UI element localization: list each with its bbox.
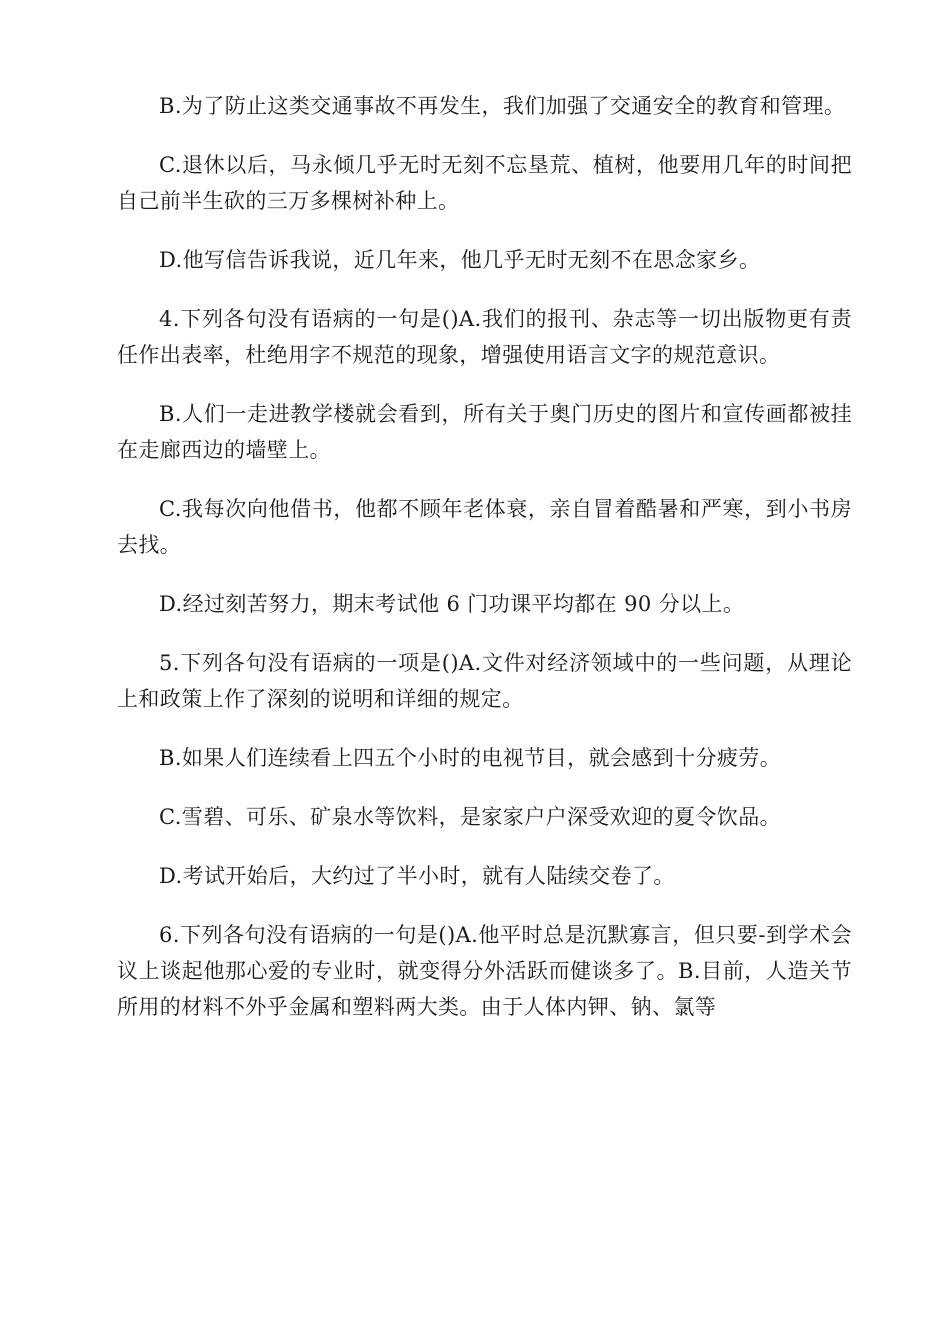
paragraph-q4-option-d: D.经过刻苦努力，期末考试他 6 门功课平均都在 90 分以上。 <box>159 592 745 616</box>
paragraph-q5-option-c: C.雪碧、可乐、矿泉水等饮料，是家家户户深受欢迎的夏令饮品。 <box>159 805 781 829</box>
paragraph-question-5: 5.下列各句没有语病的一项是()A.文件对经济领域中的一些问题，从理论上和政策上作了深刻的说明和详细的规定。 <box>117 651 852 711</box>
paragraph-option-c-tree-planting: C.退休以后，马永倾几乎无时无刻不忘垦荒、植树，他要用几年的时间把自己前半生砍的三万多棵树补种上。 <box>117 153 852 213</box>
paragraph-q5-option-d: D.考试开始后，大约过了半小时，就有人陆续交卷了。 <box>159 864 675 888</box>
paragraph-question-4: 4.下列各句没有语病的一句是()A.我们的报刊、杂志等一切出版物更有责任作出表率，杜绝用字不规范的现象，增强使用语言文字的规范意识。 <box>117 307 852 367</box>
paragraph-option-b-traffic: B.为了防止这类交通事故不再发生，我们加强了交通安全的教育和管理。 <box>159 94 846 118</box>
paragraph-q4-option-c: C.我每次向他借书，他都不顾年老体衰，亲自冒着酷暑和严寒，到小书房去找。 <box>117 497 852 557</box>
paragraph-q4-option-b: B.人们一走进教学楼就会看到，所有关于奥门历史的图片和宣传画都被挂在走廊西边的墙壁上。 <box>117 402 852 462</box>
paragraph-q5-option-b: B.如果人们连续看上四五个小时的电视节目，就会感到十分疲劳。 <box>159 746 782 770</box>
paragraph-option-d-hometown: D.他写信告诉我说，近几年来，他几乎无时无刻不在思念家乡。 <box>159 248 761 272</box>
document-page <box>117 88 852 1048</box>
paragraph-question-6: 6.下列各句没有语病的一句是()A.他平时总是沉默寡言，但只要-到学术会议上谈起他那心爱的专业时，就变得分外活跃而健谈多了。B.目前，人造关节所用的材料不外乎金属和塑料两大类。由于人体内钾、钠、氯等 <box>117 923 852 1019</box>
